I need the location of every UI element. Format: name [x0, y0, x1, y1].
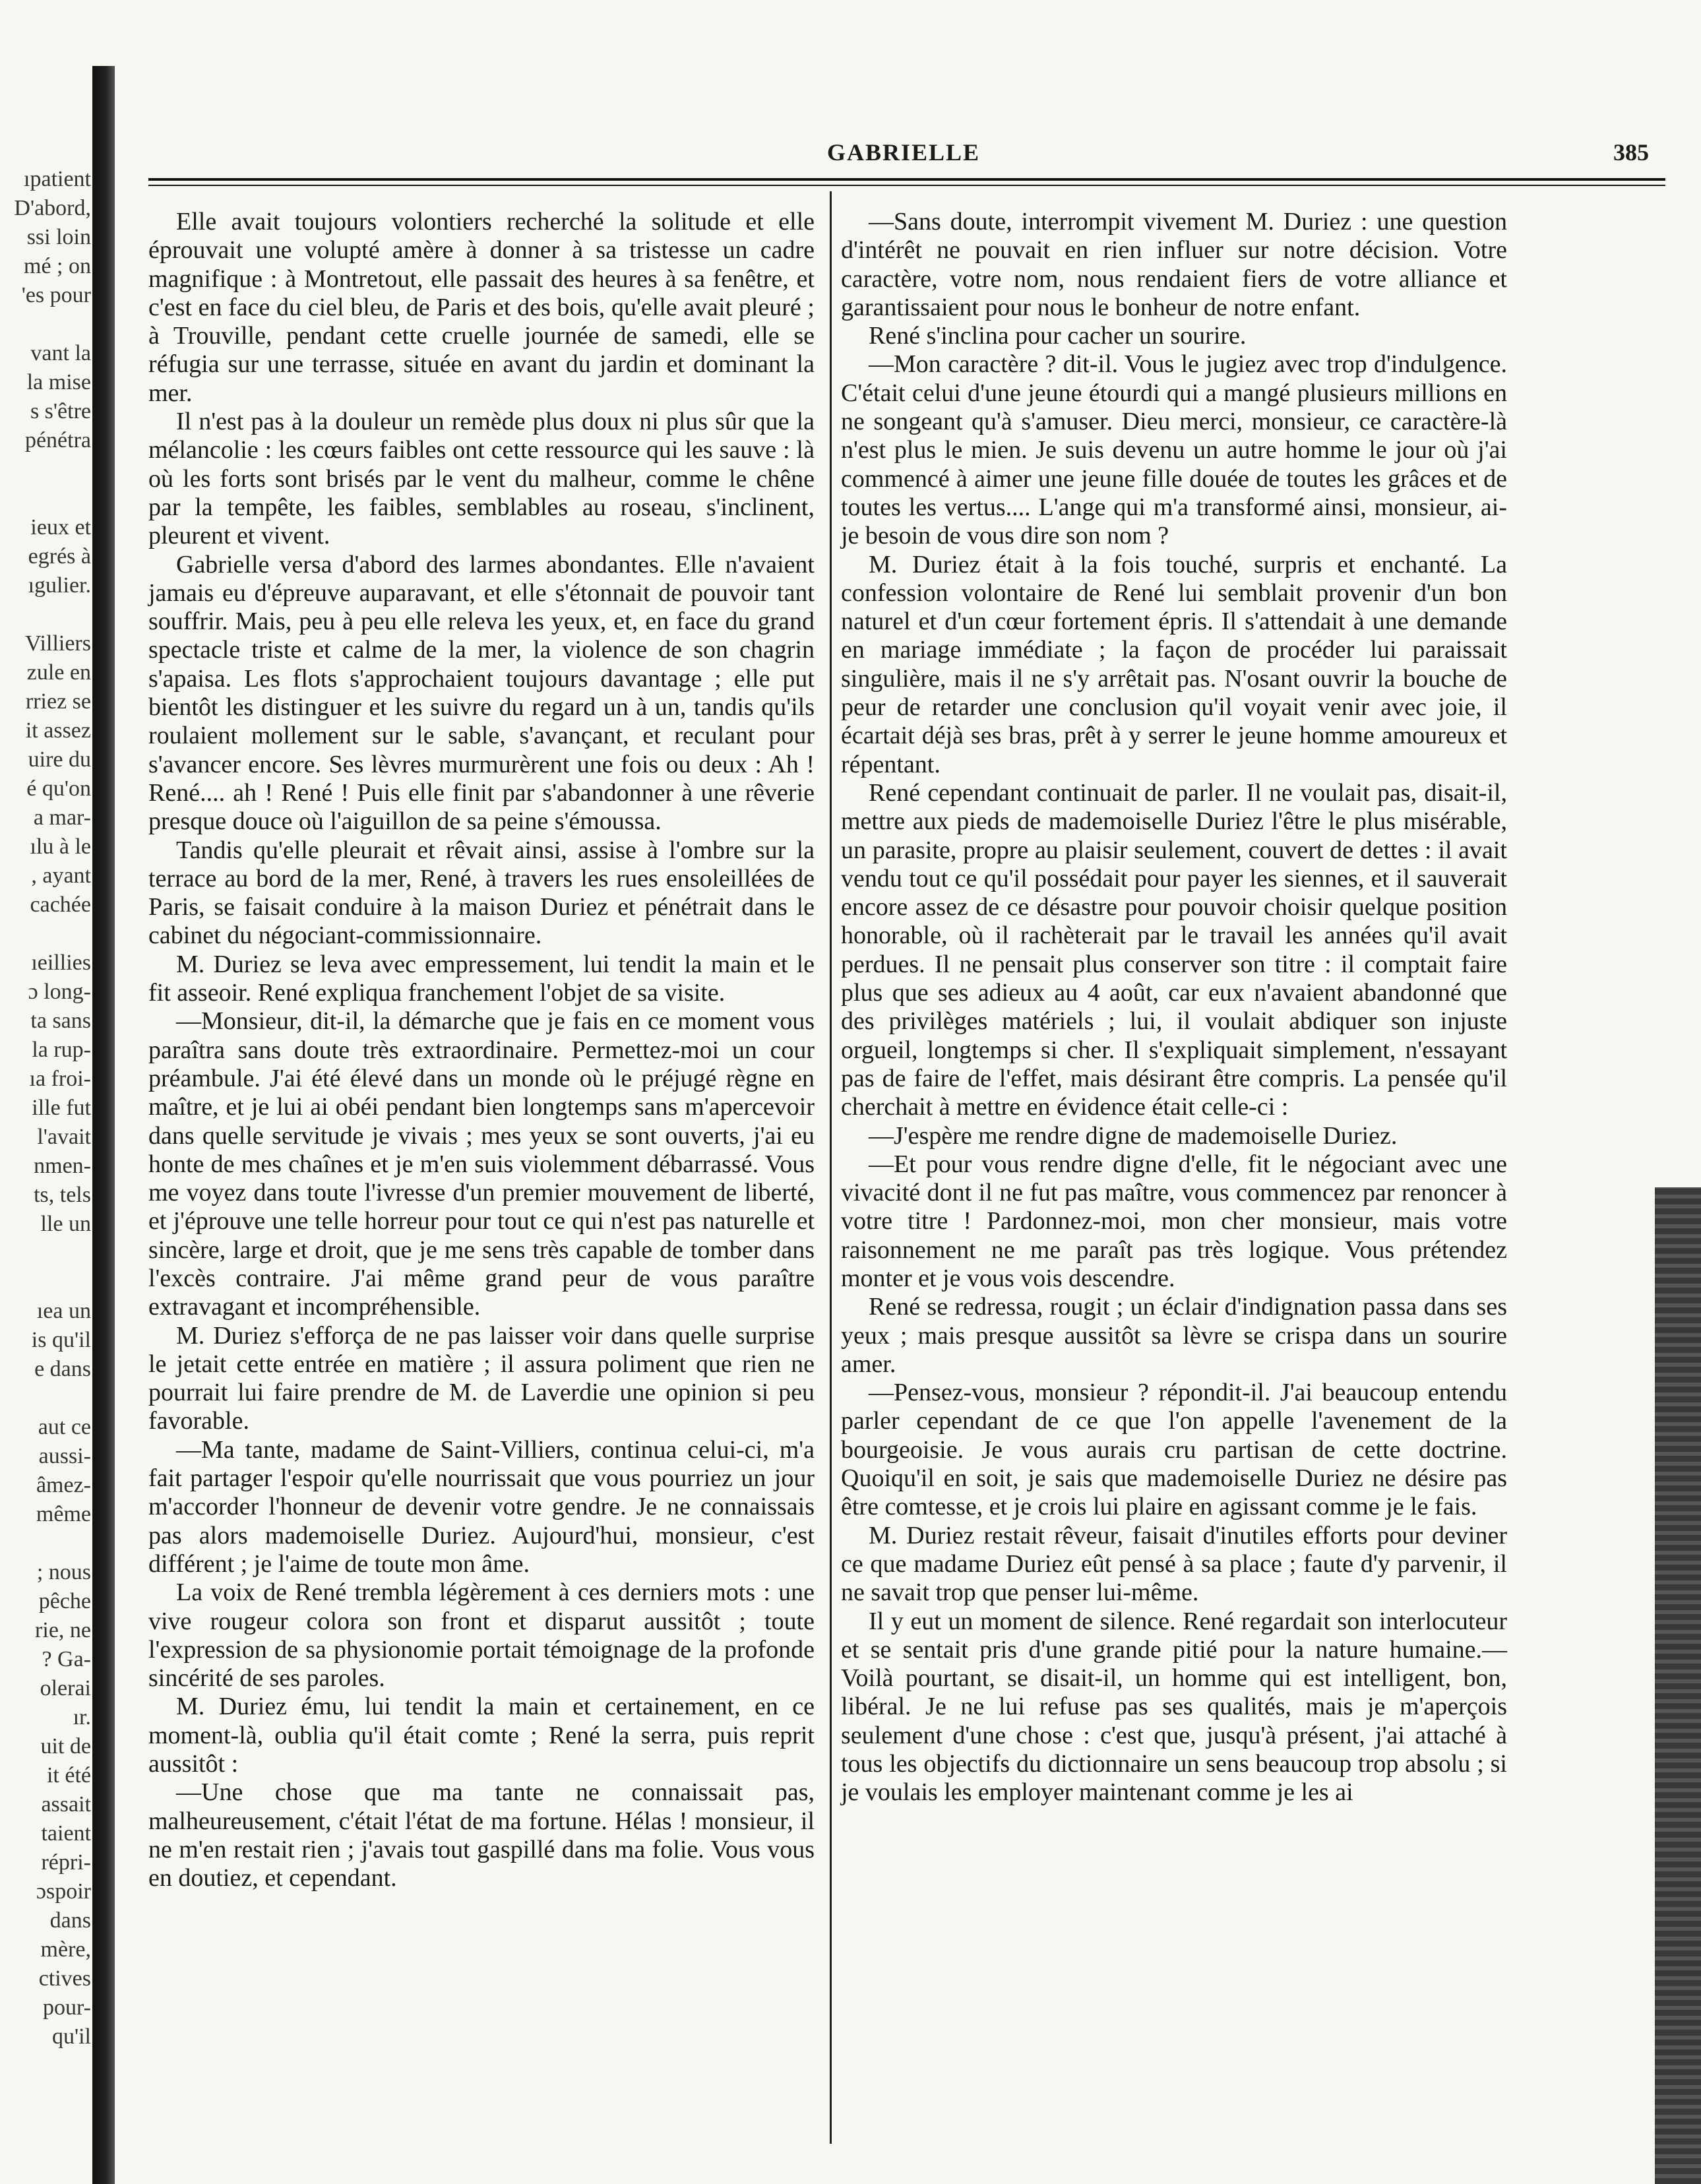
text-column-right — [841, 208, 1507, 1807]
bleed-line: mère, — [40, 1937, 91, 1962]
bleed-line: zule en — [26, 660, 91, 685]
bleed-line — [0, 600, 91, 629]
paragraph: M. Duriez s'efforça de ne pas laisser voir dans quelle surprise le jetait cette entrée en matière ; il assura poliment que rien ne pourrait lui faire prendre de M. de Laverdie une opinion si peu favorable. — [148, 1321, 815, 1435]
bleed-line: la mise — [26, 370, 91, 394]
bleed-line: rriez se — [25, 689, 91, 714]
bleed-line: ieux et — [30, 515, 91, 540]
bleed-line: ıa froi- — [29, 1067, 91, 1091]
bleed-line — [0, 920, 91, 949]
paragraph: René s'inclina pour cacher un sourire. — [869, 322, 1247, 350]
paragraph: —Mon caractère ? dit-il. Vous le jugiez avec trop d'indulgence. C'était celui d'une jeune étourdi qui a mangé plusieurs millions en ne songeant qu'à s'amuser. Dieu merci, monsieur, ce caractère-là n'est plus le mien. Je suis devenu un autre homme le jour où j'ai commencé à aimer une jeune fille douée de toutes les grâces et de toutes les vertus.... L'ange qui m'a transformé ainsi, monsieur, ai-je besoin de vous dire son nom ? — [841, 350, 1507, 550]
bleed-line — [0, 1239, 91, 1268]
paragraph: M. Duriez restait rêveur, faisait d'inutiles efforts pour deviner ce que madame Duriez eût pensé à sa place ; faute d'y parvenir, il ne savait trop que penser lui-même. — [841, 1521, 1507, 1607]
bleed-line: Villiers — [25, 631, 91, 656]
paragraph: René se redressa, rougit ; un éclair d'indignation passa dans ses yeux ; mais presque aussitôt sa lèvre se crispa dans un sourire amer. — [841, 1293, 1507, 1378]
bleed-line: nmen- — [34, 1154, 91, 1178]
paragraph: Elle avait toujours volontiers recherché la solitude et elle éprouvait une volupté amère à donner à sa tristesse un cadre magnifique : à Montretout, elle passait des heures à sa fenêtre, et c'est en face du ciel bleu, de Paris et des bois, qu'elle avait pleuré ; à Trouville, pendant cette cruelle journée de samedi, elle se réfugia sur une terrasse, située en avant du jardin et dominant la mer. — [148, 208, 815, 407]
bleed-line: lle un — [40, 1212, 91, 1236]
bleed-line: 'es pour — [21, 283, 91, 307]
bleed-line: ɔspoir — [36, 1879, 91, 1904]
bleed-line — [0, 1268, 91, 1297]
adjacent-page-bleed — [0, 165, 91, 2051]
bleed-line: âmez- — [36, 1473, 91, 1497]
paragraph: —Sans doute, interrompit vivement M. Duriez : une question d'intérêt ne pouvait en rien influer sur notre décision. Votre caractère, votre nom, nous rendaient fiers de votre alliance et garantissaient pour nous le bonheur de notre enfant. — [841, 208, 1507, 321]
paragraph: —Ma tante, madame de Saint-Villiers, continua celui-ci, m'a fait partager l'espoir qu'elle nourrissait que vous pourriez un jour m'accorder l'honneur de devenir votre gendre. Je ne connaissais pas alors mademoiselle Duriez. Aujourd'hui, monsieur, c'est différent ; je l'aime de toute mon âme. — [148, 1435, 815, 1578]
paragraph: Il n'est pas à la douleur un remède plus doux ni plus sûr que la mélancolie : les cœurs faibles ont cette ressource qui les sauve : là où les forts sont brisés par le vent du malheur, comme le chêne par la tempête, les faibles, semblables au roseau, s'inclinent, pleurent et vivent. — [148, 408, 815, 550]
bleed-line: ctives — [38, 1966, 91, 1991]
bleed-line: ɔ long- — [28, 980, 91, 1004]
bleed-line: la rup- — [32, 1038, 91, 1062]
paragraph: —Monsieur, dit-il, la démarche que je fais en ce moment vous paraîtra sans doute très extraordinaire. Permettez-moi un cour préambule. J'ai été élevé dans un monde où le préjugé règne en maître, et je lui ai obéi pendant bien longtemps sans m'apercevoir dans quelle servitude je vivais ; mes yeux se sont ouverts, j'ai eu honte de mes chaînes et je m'en suis violemment débarrassé. Vous me voyez dans toute l'ivresse d'un premier mouvement de liberté, et j'éprouve une telle horreur pour tout ce qui n'est pas naturelle et sincère, large et droit, que je me sens très capable de tomber dans l'excès contraire. J'ai même grand peur de vous paraître extravagant et incompréhensible. — [148, 1007, 815, 1321]
bleed-line: olerai — [40, 1676, 91, 1700]
bleed-line: ssi loin — [26, 225, 91, 249]
bleed-line: l'avait — [37, 1125, 91, 1149]
bleed-line — [0, 1384, 91, 1413]
bleed-line: it assez — [25, 718, 91, 743]
bleed-line: a mar- — [33, 805, 91, 830]
paragraph: M. Duriez était à la fois touché, surpris et enchanté. La confession volontaire de René lui semblait provenir d'un bon naturel et d'un cœur fortement épris. Il s'attendait à une demande en mariage immédiate ; la façon de procéder lui paraissait singulière, mais il ne s'y arrêtait pas. N'osant ouvrir la bouche de peur de retarder une conclusion qu'il voyait venir avec joie, il écartait déjà ses bras, prêt à y serrer le jeune homme amoureux et répentant. — [841, 550, 1507, 778]
bleed-line — [0, 455, 91, 484]
paragraph: —J'espère me rendre digne de mademoiselle Duriez. — [869, 1121, 1398, 1150]
paragraph: La voix de René trembla légèrement à ces derniers mots : une vive rougeur colora son front et disparut aussitôt ; toute l'expression de sa physionomie portait témoignage de la profonde sincérité de ses paroles. — [148, 1578, 815, 1693]
page-number: 385 — [1613, 139, 1649, 166]
paragraph: M. Duriez ému, lui tendit la main et certainement, en ce moment-là, oublia qu'il était comte ; René la serra, puis reprit aussitôt : — [148, 1693, 815, 1778]
bleed-line — [0, 1529, 91, 1558]
bleed-line: cachée — [30, 892, 91, 917]
bleed-line — [0, 484, 91, 513]
column-divider — [830, 191, 832, 2144]
paragraph: Tandis qu'elle pleurait et rêvait ainsi, assise à l'ombre sur la terrace au bord de la mer, René, à travers les rues ensoleillées de Paris, se faisait conduire à la maison Duriez et pénétrait dans le cabinet du négociant-commissionnaire. — [148, 836, 815, 950]
bleed-line: vant la — [30, 341, 91, 365]
bleed-line: ıpatient — [24, 167, 91, 191]
header-rule-thin — [148, 185, 1665, 186]
scan-edge-noise — [1655, 1187, 1701, 2184]
paragraph: Gabrielle versa d'abord des larmes abondantes. Elle n'avaient jamais eu d'épreuve auparavant, et elle s'étonnait de pouvoir tant souffrir. Mais, peu à peu elle releva les yeux, et, en face du grand spectacle triste et calme de la mer, la violence de son chagrin s'apaisa. Les flots s'approchaient toujours davantage ; elle put bientôt les distinguer et les suivre du regard un à un, tandis qu'ils roulaient mollement sur le sable, s'avançant, et reculant pour s'avancer encore. Ses lèvres murmurèrent une fois ou deux : Ah ! René.... ah ! René ! Puis elle finit par s'abandonner à une rêverie presque douce où l'aiguillon de sa peine s'émoussa. — [148, 550, 815, 836]
bleed-line: is qu'il — [31, 1328, 91, 1352]
running-title: GABRIELLE — [826, 139, 981, 166]
bleed-line: egrés à — [28, 544, 91, 569]
bleed-line — [0, 310, 91, 339]
scan-binding-shadow — [92, 66, 115, 2184]
paragraph: Il y eut un moment de silence. René regardait son interlocuteur et se sentait pris d'une grande pitié pour la nature humaine.—Voilà pourtant, se disait-il, un homme qui est intelligent, bon, libéral. Je ne lui refuse pas ses qualités, mais je m'aperçois seulement d'une chose : c'est que, jusqu'à présent, j'ai attaché à tous les objectifs du dictionnaire un sens beaucoup trop absolu ; si je voulais les employer maintenant comme je les ai — [841, 1607, 1507, 1807]
bleed-line: ıeillies — [31, 951, 91, 975]
paragraph: —Et pour vous rendre digne d'elle, fit le négociant avec une vivacité dont il ne fut pas maître, vous commencez par renoncer à votre titre ! Pardonnez-moi, mon cher monsieur, mais votre raisonnement ne me paraît pas très logique. Vous prétendez monter et je vous vois descendre. — [841, 1150, 1507, 1292]
bleed-line: pour- — [43, 1995, 91, 2020]
bleed-line: ille fut — [32, 1096, 91, 1120]
bleed-line: assait — [41, 1792, 91, 1817]
page-header — [145, 139, 1662, 178]
bleed-line: qu'il — [51, 2024, 91, 2049]
bleed-line: D'abord, — [14, 196, 91, 220]
bleed-line: it été — [46, 1763, 91, 1788]
bleed-line: rie, ne — [35, 1618, 91, 1642]
paragraph: M. Duriez se leva avec empressement, lui tendit la main et le fit asseoir. René expliqua franchement l'objet de sa visite. — [148, 950, 815, 1007]
paragraph: —Pensez-vous, monsieur ? répondit-il. J'ai beaucoup entendu parler cependant de ce que l'on appelle l'avenement de la bourgeoisie. Je vous aurais cru partisan de cette doctrine. Quoiqu'il en soit, je sais que mademoiselle Duriez ne désire pas être comtesse, et je crois lui plaire en agissant comme je le fais. — [841, 1379, 1507, 1521]
bleed-line: taient — [41, 1821, 91, 1846]
bleed-line: ılu à le — [30, 834, 91, 859]
bleed-line: ır. — [73, 1705, 91, 1730]
bleed-line: aut ce — [38, 1415, 91, 1439]
bleed-line: é qu'on — [26, 776, 91, 801]
bleed-line: uit de — [40, 1734, 91, 1759]
bleed-line: pénétra — [24, 428, 91, 452]
bleed-line: pêche — [38, 1589, 91, 1613]
bleed-line: ıgulier. — [28, 573, 91, 598]
bleed-line: , ayant — [31, 863, 91, 888]
bleed-line: même — [36, 1502, 91, 1526]
bleed-line: ta sans — [30, 1009, 91, 1033]
bleed-line: ıea un — [36, 1299, 91, 1323]
bleed-line: ? Ga- — [42, 1647, 91, 1671]
bleed-line: aussi- — [38, 1444, 91, 1468]
bleed-line: ; nous — [36, 1560, 91, 1584]
paragraph: René cependant continuait de parler. Il ne voulait pas, disait-il, mettre aux pieds de mademoiselle Duriez l'être le plus misérable, un parasite, propre au plaisir seulement, couvert de dettes : il avait vendu tout ce qu'il possédait pour payer les siennes, et il sauverait encore assez de ce désastre pour pouvoir choisir quelque position honorable, où il rachèterait par le travail les années qu'il avait perdues. Il ne pensait plus conserver son titre : il comptait faire plus que ses adieux au 4 août, car eux n'avaient abandonné que des privilèges matériels ; lui, il voulait abdiquer son injuste orgueil, longtemps si cher. Il s'expliquait simplement, n'essayant pas de faire de l'effet, mais désirant être compris. La pensée qu'il cherchait à mettre en évidence était celle-ci : — [841, 778, 1507, 1121]
bleed-line: uire du — [28, 747, 91, 772]
header-rule-thick — [148, 178, 1665, 181]
bleed-line: dans — [49, 1908, 91, 1933]
paragraph: —Une chose que ma tante ne connaissait pas, malheureusement, c'était l'état de ma fortune. Hélas ! monsieur, il ne m'en restait rien ; j'avais tout gaspillé dans ma folie. Vous vous en doutiez, et cependant. — [148, 1778, 815, 1892]
text-column-left — [148, 208, 815, 1893]
bleed-line: répri- — [41, 1850, 91, 1875]
bleed-line: mé ; on — [24, 254, 91, 278]
bleed-line: e dans — [34, 1357, 91, 1381]
bleed-line: s s'être — [30, 399, 91, 423]
bleed-line: ts, tels — [34, 1183, 91, 1207]
